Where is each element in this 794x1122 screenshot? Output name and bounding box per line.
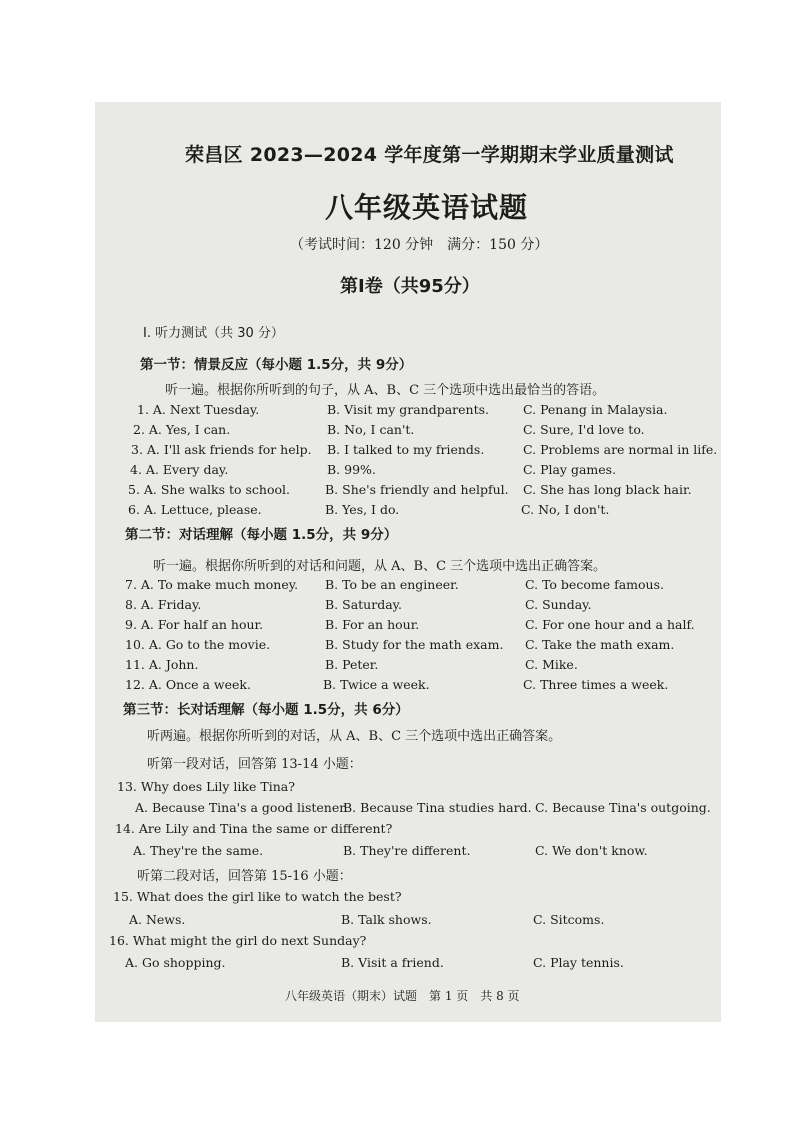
question-row: [95, 637, 721, 657]
option-c: C. Sitcoms.: [533, 912, 605, 927]
question-row: [95, 482, 721, 502]
option-c: C. We don't know.: [535, 843, 648, 858]
section1-instruction: 听一遍。根据你所听到的句子，从 A、B、C 三个选项中选出最恰当的答语。: [165, 383, 606, 398]
option-a: 7. A. To make much money.: [125, 577, 299, 592]
option-b: B. Twice a week.: [323, 677, 430, 692]
exam-info: （考试时间：120 分钟 满分：150 分）: [290, 237, 549, 253]
option-c: C. No, I don't.: [521, 502, 610, 517]
option-b: B. They're different.: [343, 843, 471, 858]
option-c: C. For one hour and a half.: [525, 617, 695, 632]
option-c: C. Mike.: [525, 657, 578, 672]
question-row: [95, 462, 721, 482]
exam-title: 荣昌区 2023—2024 学年度第一学期期末学业质量测试: [185, 144, 674, 166]
option-b: B. To be an engineer.: [325, 577, 459, 592]
dialog1-label: 听第一段对话，回答第 13-14 小题：: [147, 757, 362, 772]
option-b: B. Yes, I do.: [325, 502, 400, 517]
question-row: [95, 677, 721, 697]
question-row: [95, 597, 721, 617]
question-row: [95, 577, 721, 597]
option-a: 10. A. Go to the movie.: [125, 637, 271, 652]
option-a: 4. A. Every day.: [130, 462, 229, 477]
volume-title: 第Ⅰ卷（共95分）: [340, 276, 480, 297]
section2-instruction: 听一遍。根据你所听到的对话和问题，从 A、B、C 三个选项中选出正确答案。: [153, 559, 607, 574]
option-b: B. Saturday.: [325, 597, 403, 612]
option-a: A. Because Tina's a good listener.: [135, 800, 348, 815]
question-13: 13. Why does Lily like Tina?: [117, 779, 295, 794]
question-row: [95, 402, 721, 422]
option-a: A. News.: [129, 912, 186, 927]
option-c: C. Because Tina's outgoing.: [535, 800, 711, 815]
option-b: B. Peter.: [325, 657, 379, 672]
question-15-options: [95, 912, 721, 932]
question-16-options: [95, 955, 721, 975]
question-row: [95, 502, 721, 522]
option-c: C. Penang in Malaysia.: [523, 402, 668, 417]
option-a: 3. A. I'll ask friends for help.: [131, 442, 312, 457]
section3-title: 第三节：长对话理解（每小题 1.5分，共 6分）: [123, 702, 409, 718]
option-a: A. They're the same.: [133, 843, 264, 858]
question-13-options: [95, 800, 721, 820]
option-b: B. Study for the math exam.: [325, 637, 504, 652]
question-14-options: [95, 843, 721, 863]
option-a: 1. A. Next Tuesday.: [137, 402, 260, 417]
subject-title: 八年级英语试题: [325, 191, 529, 224]
option-c: C. Three times a week.: [523, 677, 669, 692]
question-16: 16. What might the girl do next Sunday?: [109, 933, 367, 948]
option-b: B. For an hour.: [325, 617, 420, 632]
option-c: C. Take the math exam.: [525, 637, 675, 652]
option-a: 5. A. She walks to school.: [128, 482, 290, 497]
option-b: B. Because Tina studies hard.: [343, 800, 532, 815]
option-b: B. Visit a friend.: [341, 955, 444, 970]
option-a: 12. A. Once a week.: [125, 677, 251, 692]
option-c: C. Play games.: [523, 462, 617, 477]
option-c: C. Problems are normal in life.: [523, 442, 718, 457]
question-row: [95, 442, 721, 462]
question-row: [95, 657, 721, 677]
question-row: [95, 617, 721, 637]
option-b: B. I talked to my friends.: [327, 442, 485, 457]
question-row: [95, 422, 721, 442]
part1-title: I. 听力测试（共 30 分）: [143, 326, 284, 341]
option-a: A. Go shopping.: [125, 955, 226, 970]
option-a: 11. A. John.: [125, 657, 199, 672]
question-15: 15. What does the girl like to watch the best?: [113, 889, 402, 904]
option-a: 2. A. Yes, I can.: [133, 422, 231, 437]
option-b: B. Visit my grandparents.: [327, 402, 490, 417]
option-b: B. She's friendly and helpful.: [325, 482, 509, 497]
question-14: 14. Are Lily and Tina the same or different?: [115, 821, 393, 836]
option-c: C. Sure, I'd love to.: [523, 422, 645, 437]
option-c: C. Play tennis.: [533, 955, 624, 970]
section2-title: 第二节：对话理解（每小题 1.5分，共 9分）: [125, 527, 398, 543]
option-a: 6. A. Lettuce, please.: [128, 502, 262, 517]
option-a: 8. A. Friday.: [125, 597, 202, 612]
option-b: B. No, I can't.: [327, 422, 415, 437]
page-footer: 八年级英语（期末）试题 第 1 页 共 8 页: [285, 989, 520, 1003]
option-c: C. Sunday.: [525, 597, 592, 612]
option-b: B. 99%.: [327, 462, 376, 477]
exam-paper: [95, 102, 721, 1022]
option-c: C. To become famous.: [525, 577, 664, 592]
option-a: 9. A. For half an hour.: [125, 617, 264, 632]
option-c: C. She has long black hair.: [523, 482, 692, 497]
section1-title: 第一节：情景反应（每小题 1.5分，共 9分）: [140, 357, 413, 373]
option-b: B. Talk shows.: [341, 912, 432, 927]
dialog2-label: 听第二段对话，回答第 15-16 小题：: [137, 869, 352, 884]
section3-instruction: 听两遍。根据你所听到的对话，从 A、B、C 三个选项中选出正确答案。: [147, 729, 562, 744]
